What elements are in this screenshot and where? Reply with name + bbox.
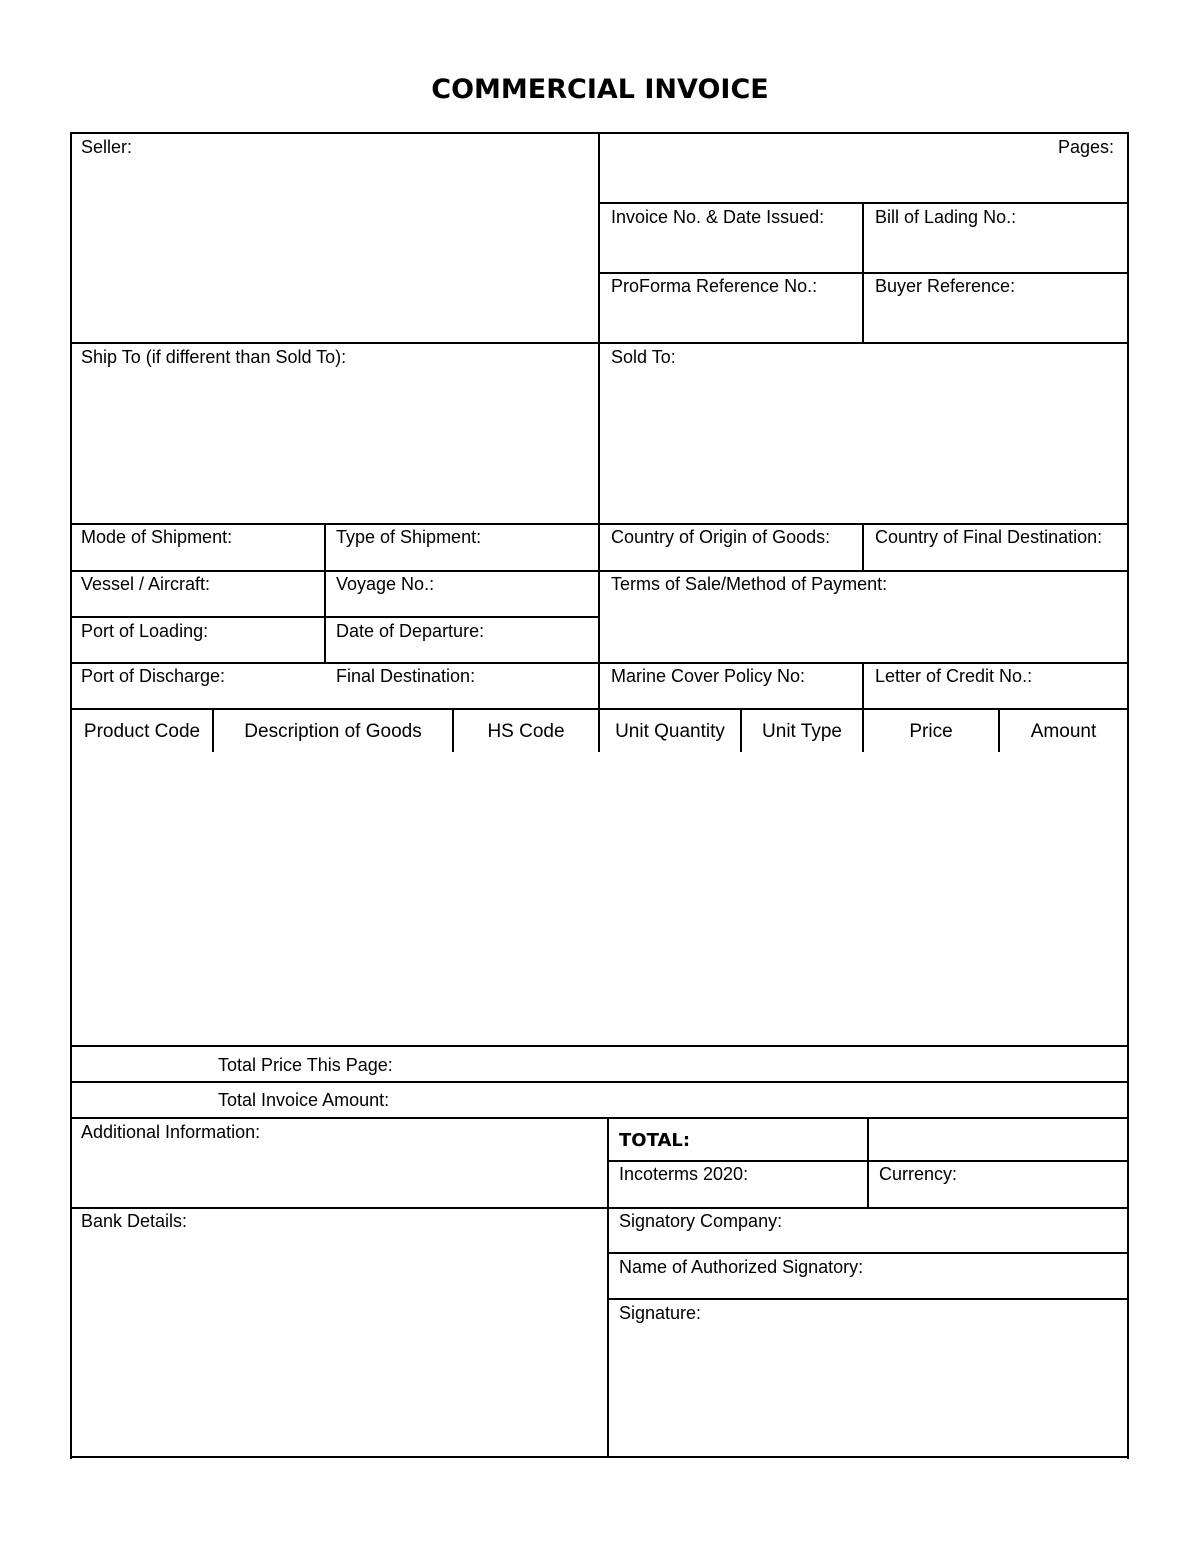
additional-information-label: Additional Information:	[81, 1122, 261, 1142]
column-header-unit-type: Unit Type	[762, 721, 842, 742]
divider	[70, 570, 1129, 572]
proforma-reference-label: ProForma Reference No.:	[611, 276, 818, 296]
column-header-unit-quantity: Unit Quantity	[615, 721, 725, 742]
divider	[70, 523, 1129, 525]
divider	[862, 523, 864, 571]
mode-of-shipment-label: Mode of Shipment:	[81, 527, 233, 547]
divider	[70, 1045, 1129, 1047]
marine-cover-policy-label: Marine Cover Policy No:	[611, 666, 806, 686]
divider	[862, 662, 864, 710]
type-of-shipment-label: Type of Shipment:	[336, 527, 482, 547]
country-final-destination-label: Country of Final Destination:	[875, 527, 1103, 547]
divider	[324, 523, 326, 663]
invoice-no-date-label: Invoice No. & Date Issued:	[611, 207, 825, 227]
seller-label: Seller:	[81, 137, 133, 157]
vessel-aircraft-label: Vessel / Aircraft:	[81, 574, 211, 594]
total-price-this-page-label: Total Price This Page:	[218, 1055, 393, 1075]
additional-information-field[interactable]	[72, 1143, 607, 1207]
sold-to-field[interactable]	[600, 368, 1127, 523]
letter-of-credit-label: Letter of Credit No.:	[875, 666, 1033, 686]
sold-to-label: Sold To:	[611, 347, 676, 367]
column-header-description: Description of Goods	[244, 721, 422, 742]
date-of-departure-label: Date of Departure:	[336, 621, 485, 641]
frame-bottom-border	[70, 1456, 1129, 1458]
column-header-product-code: Product Code	[83, 721, 201, 742]
divider	[70, 1081, 1129, 1083]
port-of-loading-label: Port of Loading:	[81, 621, 209, 641]
divider	[70, 342, 1129, 344]
country-of-origin-label: Country of Origin of Goods:	[611, 527, 831, 547]
signatory-company-label: Signatory Company:	[619, 1211, 783, 1231]
divider	[607, 1252, 1129, 1254]
final-destination-label: Final Destination:	[336, 666, 476, 686]
terms-of-sale-label: Terms of Sale/Method of Payment:	[611, 574, 888, 594]
divider	[70, 616, 600, 618]
divider	[607, 1160, 1129, 1162]
goods-table-body[interactable]	[72, 754, 1127, 1044]
bank-details-label: Bank Details:	[81, 1211, 188, 1231]
divider	[607, 1298, 1129, 1300]
signature-label: Signature:	[619, 1303, 702, 1323]
frame-right-border	[1127, 132, 1129, 1459]
divider	[70, 662, 1129, 664]
ship-to-field[interactable]	[72, 368, 598, 523]
total-label: TOTAL:	[619, 1130, 691, 1151]
divider	[862, 202, 864, 344]
seller-field[interactable]	[72, 158, 598, 342]
currency-label: Currency:	[879, 1164, 958, 1184]
column-header-price: Price	[909, 721, 953, 742]
authorized-signatory-label: Name of Authorized Signatory:	[619, 1257, 864, 1277]
port-of-discharge-label: Port of Discharge:	[81, 666, 226, 686]
total-field[interactable]	[869, 1119, 1127, 1160]
ship-to-label: Ship To (if different than Sold To):	[81, 347, 347, 367]
voyage-no-label: Voyage No.:	[336, 574, 435, 594]
divider	[70, 1207, 1129, 1209]
incoterms-label: Incoterms 2020:	[619, 1164, 749, 1184]
signature-field[interactable]	[609, 1324, 1127, 1456]
column-header-hs-code: HS Code	[487, 721, 565, 742]
bank-details-field[interactable]	[72, 1232, 607, 1456]
column-header-amount: Amount	[1030, 721, 1097, 742]
pages-label: Pages:	[1058, 137, 1115, 157]
document-title: COMMERCIAL INVOICE	[431, 74, 769, 105]
bill-of-lading-label: Bill of Lading No.:	[875, 207, 1017, 227]
total-invoice-amount-label: Total Invoice Amount:	[218, 1090, 390, 1110]
buyer-reference-label: Buyer Reference:	[875, 276, 1016, 296]
